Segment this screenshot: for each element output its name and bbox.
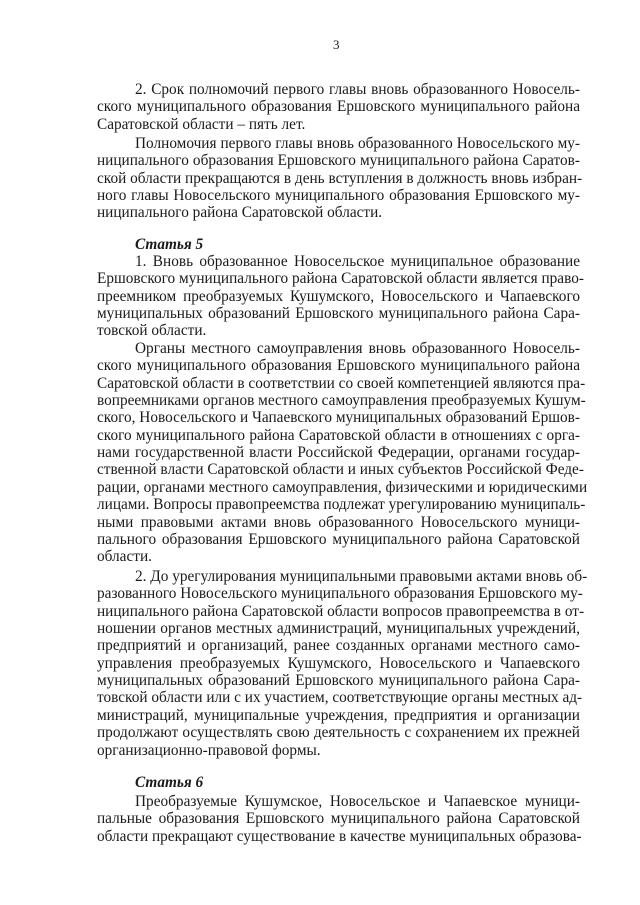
paragraph-line: 1. Вновь образованное Новосельское муниципальное образование — [135, 253, 580, 270]
paragraph-line: Преобразуемые Кушумское, Новосельское и Чапаевское муници- — [135, 793, 580, 810]
paragraph-line: нами государственной власти Российской Федерации, органами государ- — [97, 444, 580, 462]
paragraph-line: преемником преобразуемых Кушумского, Новосельского и Чапаевского — [97, 287, 580, 305]
paragraph-line: управления преобразуемых Кушумского, Новосельского и Чапаевского — [97, 654, 580, 672]
article-heading: Статья 5 — [135, 236, 204, 253]
paragraph-line: муниципальных образований Ершовского муниципального района Сара- — [97, 672, 580, 690]
paragraph-line: предприятий и организаций, ранее созданных органами местного само- — [97, 637, 580, 655]
paragraph-line: пального образования Ершовского муниципального района Саратовской — [97, 530, 580, 548]
paragraph-line: разованного Новосельского муниципального образования Ершовского му- — [97, 585, 583, 603]
paragraph-line: 2. Срок полномочий первого главы вновь образованного Новосель- — [135, 81, 580, 98]
paragraph-line: ниципального района Саратовской области. — [97, 204, 383, 222]
paragraph-line: министраций, муниципальные учреждения, предприятия и организации — [97, 706, 580, 724]
paragraph-line: муниципальных образований Ершовского муниципального района Сара- — [97, 305, 580, 323]
paragraph-line: ственной власти Саратовской области и иных субъектов Российской Феде- — [97, 461, 584, 479]
paragraph-line: ного главы Новосельского муниципального образования Ершовского му- — [97, 187, 580, 205]
paragraph-line: Полномочия первого главы вновь образованного Новосельского му- — [135, 135, 580, 152]
paragraph-line: области. — [97, 548, 152, 566]
paragraph-line: рации, органами местного самоуправления, физическими и юридическими — [97, 478, 588, 496]
paragraph-line: Ершовского муниципального района Саратовской области является право- — [97, 270, 584, 288]
paragraph-line: продолжают осуществлять свою деятельность с сохранением их прежней — [97, 724, 580, 742]
paragraph-line: товской области. — [97, 322, 207, 340]
paragraph-line: Саратовской области – пять лет. — [97, 115, 306, 133]
page-number: 3 — [333, 37, 340, 52]
paragraph-line: вопреемниками органов местного самоуправления преобразуемых Кушум- — [97, 392, 586, 410]
paragraph-line: ской области прекращаются в день вступления в должность вновь избран- — [97, 169, 583, 187]
paragraph-line: ношении органов местных администраций, муниципальных учреждений, — [97, 620, 580, 638]
paragraph-line: 2. До урегулирования муниципальными правовыми актами вновь об- — [135, 568, 588, 585]
paragraph-line: ского муниципального образования Ершовского муниципального района — [97, 357, 580, 375]
paragraph-line: товской области или с их участием, соответствующие органы местных ад- — [97, 689, 583, 707]
article-heading: Статья 6 — [135, 774, 204, 791]
paragraph-line: ниципального района Саратовской области вопросов правопреемства в от- — [97, 602, 585, 620]
paragraph-line: лицами. Вопросы правопреемства подлежат урегулированию муниципаль- — [97, 496, 586, 514]
paragraph-line: ского, Новосельского и Чапаевского муниципальных образований Ершов- — [97, 409, 580, 427]
paragraph-line: пальные образования Ершовского муниципального района Саратовской — [97, 810, 580, 828]
paragraph-line: ского муниципального района Саратовской области в отношениях с орга- — [97, 426, 580, 444]
paragraph-line: ными правовыми актами вновь образованного Новосельского муници- — [97, 513, 580, 531]
paragraph-line: организационно-правовой формы. — [97, 741, 321, 759]
paragraph-line: ского муниципального образования Ершовского муниципального района — [97, 98, 580, 116]
paragraph-line: ниципального образования Ершовского муниципального района Саратов- — [97, 152, 580, 170]
paragraph-line: Саратовской области в соответствии со своей компетенцией являются пра- — [97, 374, 586, 392]
paragraph-line: области прекращают существование в качестве муниципальных образова- — [97, 827, 582, 845]
paragraph-line: Органы местного самоуправления вновь образованного Новосель- — [135, 340, 580, 357]
